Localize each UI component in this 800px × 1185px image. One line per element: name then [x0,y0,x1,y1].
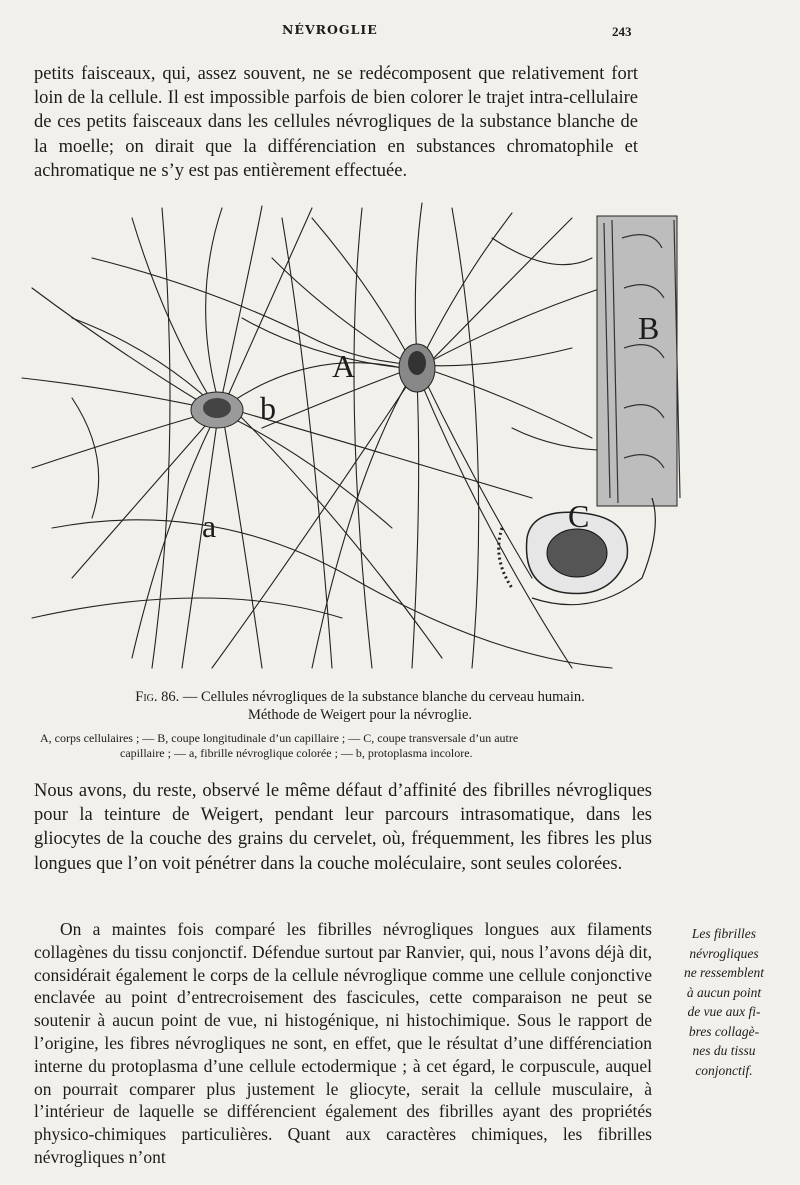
running-title: NÉVROGLIE [282,22,378,37]
figure-86-illustration [12,198,688,676]
neuroglia-drawing [12,198,688,676]
figure-label-C: C [568,498,590,534]
margin-note-line: à aucun point [686,984,762,1000]
figure-label-b: b [260,390,276,426]
figure-caption-title: — Cellules névrogliques de la substance blanche du cerveau humain. [179,689,585,705]
margin-note-line: ne ressemblent [683,965,765,980]
figure-label-A: A [332,348,356,384]
figure-caption-method: Méthode de Weigert pour la névroglie. [247,707,473,723]
figure-label-B: B [638,310,660,346]
margin-note-line: de vue aux fi- [687,1004,761,1019]
figure-caption [60,688,660,724]
figure-label-a: a [202,508,217,544]
figure-legend [40,731,660,761]
margin-note-line: névrogliques [689,945,759,961]
page-number: 243 [612,24,632,39]
paragraph-1: petits faisceaux, qui, assez souvent, ne se redécomposent que relativement fort loin de la cellule. Il est impossible parfois de bien colorer le trajet intra-cellulaire de ces petits faisceaux dans les cellules névrogliques de la substance blanche de la moelle; on dirait que la différenciation en substances chromatophile et achromatique ne s’y est pas entièrement effectuée. [34,64,638,181]
margin-note-line: nes du tissu [692,1043,756,1058]
running-head [0,22,800,42]
paragraph-3: On a maintes fois comparé les fibrilles névrogliques longues aux filaments collagènes du tissu conjonctif. Défendue surtout par Ranvier, qui, nous l’avons déjà dit, considérait également le corps de la cellule névroglique comme une cellule conjonctive enclavée au point d’entrecroisement des fascicules, cette comparaison ne peut se soutenir à aucun point de vue, ni histogénique, ni histochimique. Sous le rapport de l’origine, les fibres névrogliques ne sont, en effet, que le résultat d’une différenciation interne du protoplasma d’une cellule ectodermique ; à cet égard, le corpuscule, auquel on pourrait comparer plus justement le gliocyte, serait la cellule musculaire, à l’intérieur de laquelle se différencient également des fibrilles ayant des propriétés physico-chimiques particulières. Quant aux caractères chimiques, les fibrilles névrogliques n’ont [34,919,652,1167]
margin-note-line: bres collagè- [688,1023,760,1039]
figure-legend-line-1: A, corps cellulaires ; — B, coupe longitudinale d’un capillaire ; — C, coupe transversale d’un autre [40,731,519,745]
figure-caption-label: Fig. 86. [135,689,180,705]
figure-legend-line-2: capillaire ; — a, fibrille névroglique colorée ; — b, protoplasma incolore. [120,746,473,760]
margin-note-line: conjonctif. [695,1062,753,1078]
paragraph-2: Nous avons, du reste, observé le même défaut d’affinité des fibrilles névrogliques pour la teinture de Weigert, pendant leur parcours intrasomatique, dans les gliocytes de la couche des grains du cervelet, où, fréquemment, les fibres les plus longues que l’on voit pénétrer dans la couche moléculaire, sont seules colorées. [34,781,652,874]
margin-note-line: Les fibrilles [691,926,757,941]
margin-note [668,924,780,1080]
